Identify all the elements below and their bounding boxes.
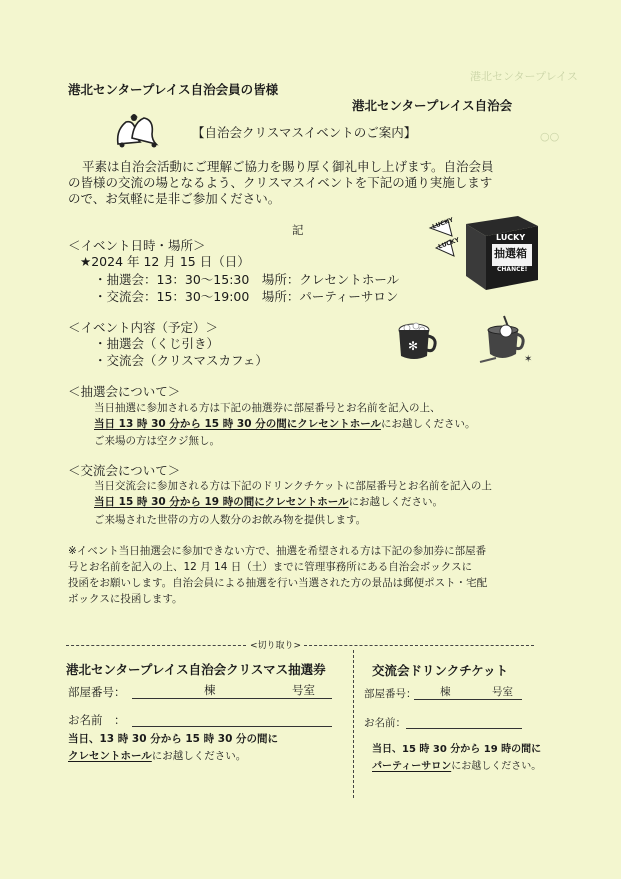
box-label-top: LUCKY: [496, 233, 526, 242]
bell-icon: [110, 108, 160, 150]
lucky-card-label: LUCKY: [431, 216, 455, 231]
lottery-line-tail: にお越しください。: [380, 418, 476, 430]
ticket-drink-time: 当日、15 時 30 分から 19 時の間に: [372, 744, 542, 755]
box-label-main: 抽選箱: [494, 247, 527, 260]
cocoa-mug-icon: [392, 318, 440, 366]
ticket-drink-title: 交流会ドリンクチケット: [372, 663, 509, 678]
room-number-line[interactable]: [132, 698, 332, 699]
section-heading-lottery: ＜抽選会について＞: [68, 384, 181, 399]
note-line: 投函をお願いします。自治会員による抽選を行い当選された方の景品は郵便ポスト・宅配: [68, 577, 488, 589]
schedule-row: ・抽選会：13：30～15:30 場所：クレセントホール: [94, 272, 400, 287]
cut-line: [66, 645, 246, 646]
intro-line: 平素は自治会活動にご理解ご協力を賜り厚く御礼申し上げます。自治会員: [82, 159, 494, 174]
ticket-lottery-title: 港北センタープレイス自治会クリスマス抽選券: [66, 662, 326, 677]
lottery-line-2: [94, 416, 475, 431]
ghost-text: ○○: [540, 130, 560, 143]
room-number-line[interactable]: [414, 699, 522, 700]
ticket-drink-place-tail: にお越しください。: [451, 761, 542, 772]
ticket-drink-room-label: 部屋番号：: [364, 688, 417, 700]
document-title: 【自治会クリスマスイベントのご案内】: [192, 125, 417, 140]
note-line: 号とお名前を記入の上、12 月 14 日（土）までに管理事務所にある自治会ボックスに: [68, 561, 473, 573]
section-heading-content: ＜イベント内容（予定）＞: [68, 320, 219, 335]
note-line: ※イベント当日抽選会に参加できない方で、抽選を希望される方は下記の参加券に部屋番: [68, 545, 487, 557]
ticket-lottery-room-unit: 号室: [292, 683, 315, 697]
exchange-line-2: [94, 494, 443, 509]
note-line: ボックスに投函します。: [68, 593, 183, 605]
exchange-line: 当日交流会に参加される方は下記のドリンクチケットに部屋番号とお名前を記入の上: [94, 480, 492, 492]
sender-line: 港北センタープレイス自治会: [352, 98, 513, 113]
intro-line: の皆様の交流の場となるよう、クリスマスイベントを下記の通り実施します: [68, 175, 493, 190]
recipient-line: 港北センタープレイス自治会員の皆様: [68, 82, 279, 97]
ticket-divider: [353, 650, 354, 798]
mulled-wine-icon: [476, 312, 542, 368]
schedule-row: ・交流会：15：30～19:00 場所：パーティーサロン: [94, 289, 399, 304]
ticket-drink-place: [372, 757, 541, 772]
cut-line: [304, 645, 534, 646]
event-date: ★2024 年 12 月 15 日（日）: [80, 254, 250, 269]
ticket-lottery-building: 棟: [204, 683, 216, 697]
section-heading-schedule: ＜イベント日時・場所＞: [68, 238, 206, 253]
lottery-time-emphasis: 当日 13 時 30 分から 15 時 30 分の間にクレセントホール: [94, 418, 381, 430]
content-row: ・抽選会（くじ引き）: [94, 336, 220, 351]
exchange-line-tail: にお越しください。: [348, 496, 444, 508]
ticket-lottery-place-tail: にお越しください。: [151, 750, 247, 762]
ticket-lottery-place-emphasis: クレセントホール: [68, 750, 152, 762]
intro-line: ので、お気軽に是非ご参加ください。: [68, 191, 281, 206]
section-heading-exchange: ＜交流会について＞: [68, 463, 181, 478]
ki-mark: 記: [292, 223, 304, 237]
ticket-drink-name-label: お名前：: [364, 717, 406, 729]
name-line[interactable]: [406, 728, 522, 729]
ghost-text: 港北センタープレイス: [470, 70, 578, 83]
name-line[interactable]: [132, 726, 332, 727]
svg-text:✶: ✶: [524, 354, 533, 365]
ticket-lottery-place: [68, 748, 246, 763]
ticket-drink-building: 棟: [440, 686, 451, 698]
ticket-lottery-name-label: お名前 ：: [68, 713, 126, 727]
content-row: ・交流会（クリスマスカフェ）: [94, 353, 268, 368]
svg-text:✻: ✻: [408, 339, 419, 353]
ticket-drink-room-unit: 号室: [492, 686, 513, 698]
lucky-card-label: LUCKY: [437, 236, 461, 251]
ticket-lottery-time: 当日、13 時 30 分から 15 時 30 分の間に: [68, 733, 279, 745]
ticket-lottery-room-label: 部屋番号：: [68, 685, 126, 699]
box-label-bottom: CHANCE!: [497, 266, 528, 273]
cut-label: <切り取り>: [250, 641, 302, 651]
ticket-drink-place-emphasis: パーティーサロン: [372, 761, 452, 772]
exchange-line: ご来場された世帯の方の人数分のお飲み物を提供します。: [94, 514, 367, 526]
lottery-line: 当日抽選に参加される方は下記の抽選券に部屋番号とお名前を記入の上、: [94, 402, 441, 414]
exchange-time-emphasis: 当日 15 時 30 分から 19 時の間にクレセントホール: [94, 496, 349, 508]
lottery-line: ご来場の方は空クジ無し。: [94, 435, 220, 447]
